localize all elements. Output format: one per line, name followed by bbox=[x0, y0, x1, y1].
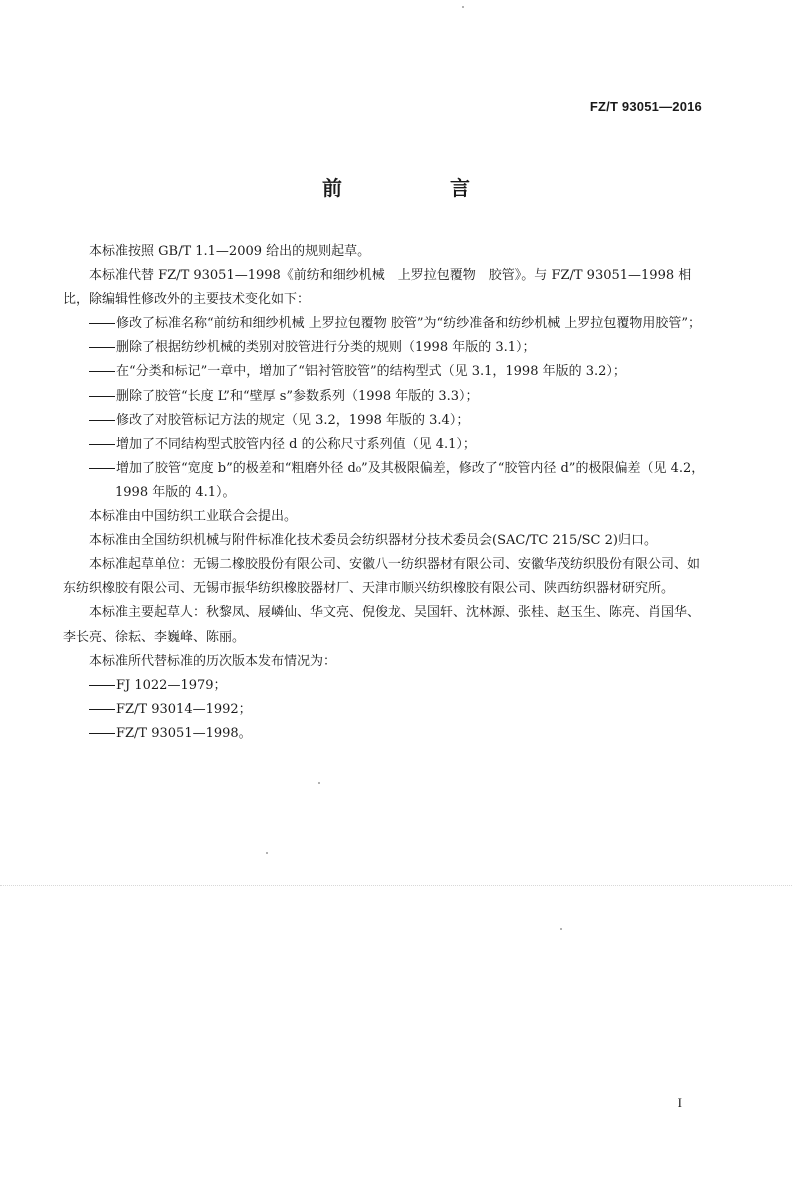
change-item: 删除了胶管“长度 L”和“壁厚 s”参数系列（1998 年版的 3.3）； bbox=[63, 385, 708, 409]
standard-code: FZ/T 93051—2016 bbox=[589, 99, 702, 114]
paragraph-replacement: 本标准代替 FZ/T 93051—1998《前纺和细纱机械 上罗拉包覆物 胶管》。与 FZ/T 93051—1998 相比，除编辑性修改外的主要技术变化如下： bbox=[63, 268, 692, 308]
dash-mark bbox=[89, 468, 115, 469]
page-number: I bbox=[677, 1095, 682, 1110]
change-item: 在“分类和标记”一章中，增加了“铝衬管胶管”的结构型式（见 3.1，1998 年版的 3.2）； bbox=[63, 360, 708, 384]
scan-speck bbox=[462, 6, 464, 8]
paragraph-drafting-units: 本标准起草单位：无锡二橡胶股份有限公司、安徽八一纺织器材有限公司、安徽华茂纺织股份有限公司、如东纺织橡胶有限公司、无锡市振华纺织橡胶器材厂、天津市顺兴纺织橡胶有限公司、陕西纺织器材研究所。 bbox=[63, 557, 701, 597]
history-item: FZ/T 93014—1992； bbox=[63, 698, 708, 722]
dash-mark bbox=[89, 733, 115, 734]
change-item: 修改了对胶管标记方法的规定（见 3.2，1998 年版的 3.4）； bbox=[63, 409, 708, 433]
paragraph-proposer: 本标准由中国纺织工业联合会提出。 bbox=[89, 509, 298, 525]
dash-mark bbox=[89, 396, 115, 397]
dash-mark bbox=[89, 420, 115, 421]
dash-mark bbox=[89, 685, 115, 686]
paragraph-drafting-rules: 本标准按照 GB/T 1.1—2009 给出的规则起草。 bbox=[89, 244, 371, 259]
paragraph-responsible: 本标准由全国纺织机械与附件标准化技术委员会纺织器材分技术委员会(SAC/TC 215/SC 2)归口。 bbox=[89, 533, 657, 549]
change-item: 删除了根据纺纱机械的类别对胶管进行分类的规则（1998 年版的 3.1）； bbox=[63, 336, 708, 360]
change-item: 修改了标准名称“前纺和细纱机械 上罗拉包覆物 胶管”为“纺纱准备和纺纱机械 上罗拉包覆物用胶管”； bbox=[63, 312, 708, 336]
dash-mark bbox=[89, 323, 115, 324]
dash-mark bbox=[89, 347, 115, 348]
scan-speck bbox=[560, 928, 562, 930]
history-item: FJ 1022—1979； bbox=[63, 674, 708, 698]
history-item: FZ/T 93051—1998。 bbox=[63, 722, 708, 746]
scan-artifact-line bbox=[0, 885, 792, 887]
change-item: 增加了胶管“宽度 b”的极差和“粗磨外径 d₀”及其极限偏差，修改了“胶管内径 d”的极限偏差（见 4.2，1998 年版的 4.1）。 bbox=[63, 457, 708, 505]
foreword-body bbox=[63, 240, 708, 746]
page-title: 前 言 bbox=[322, 176, 514, 200]
change-item: 增加了不同结构型式胶管内径 d 的公称尺寸系列值（见 4.1）； bbox=[63, 433, 708, 457]
paragraph-history-intro: 本标准所代替标准的历次版本发布情况为： bbox=[89, 653, 337, 669]
dash-mark bbox=[89, 371, 115, 372]
dash-mark bbox=[89, 709, 115, 710]
paragraph-drafters: 本标准主要起草人：秋黎凤、屐嶙仙、华文亮、倪俊龙、吴国轩、沈林源、张桂、赵玉生、陈亮、肖国华、李长亮、徐耘、李巍峰、陈丽。 bbox=[63, 605, 701, 645]
scan-speck bbox=[318, 782, 320, 784]
scan-speck bbox=[266, 852, 268, 854]
dash-mark bbox=[89, 444, 115, 445]
